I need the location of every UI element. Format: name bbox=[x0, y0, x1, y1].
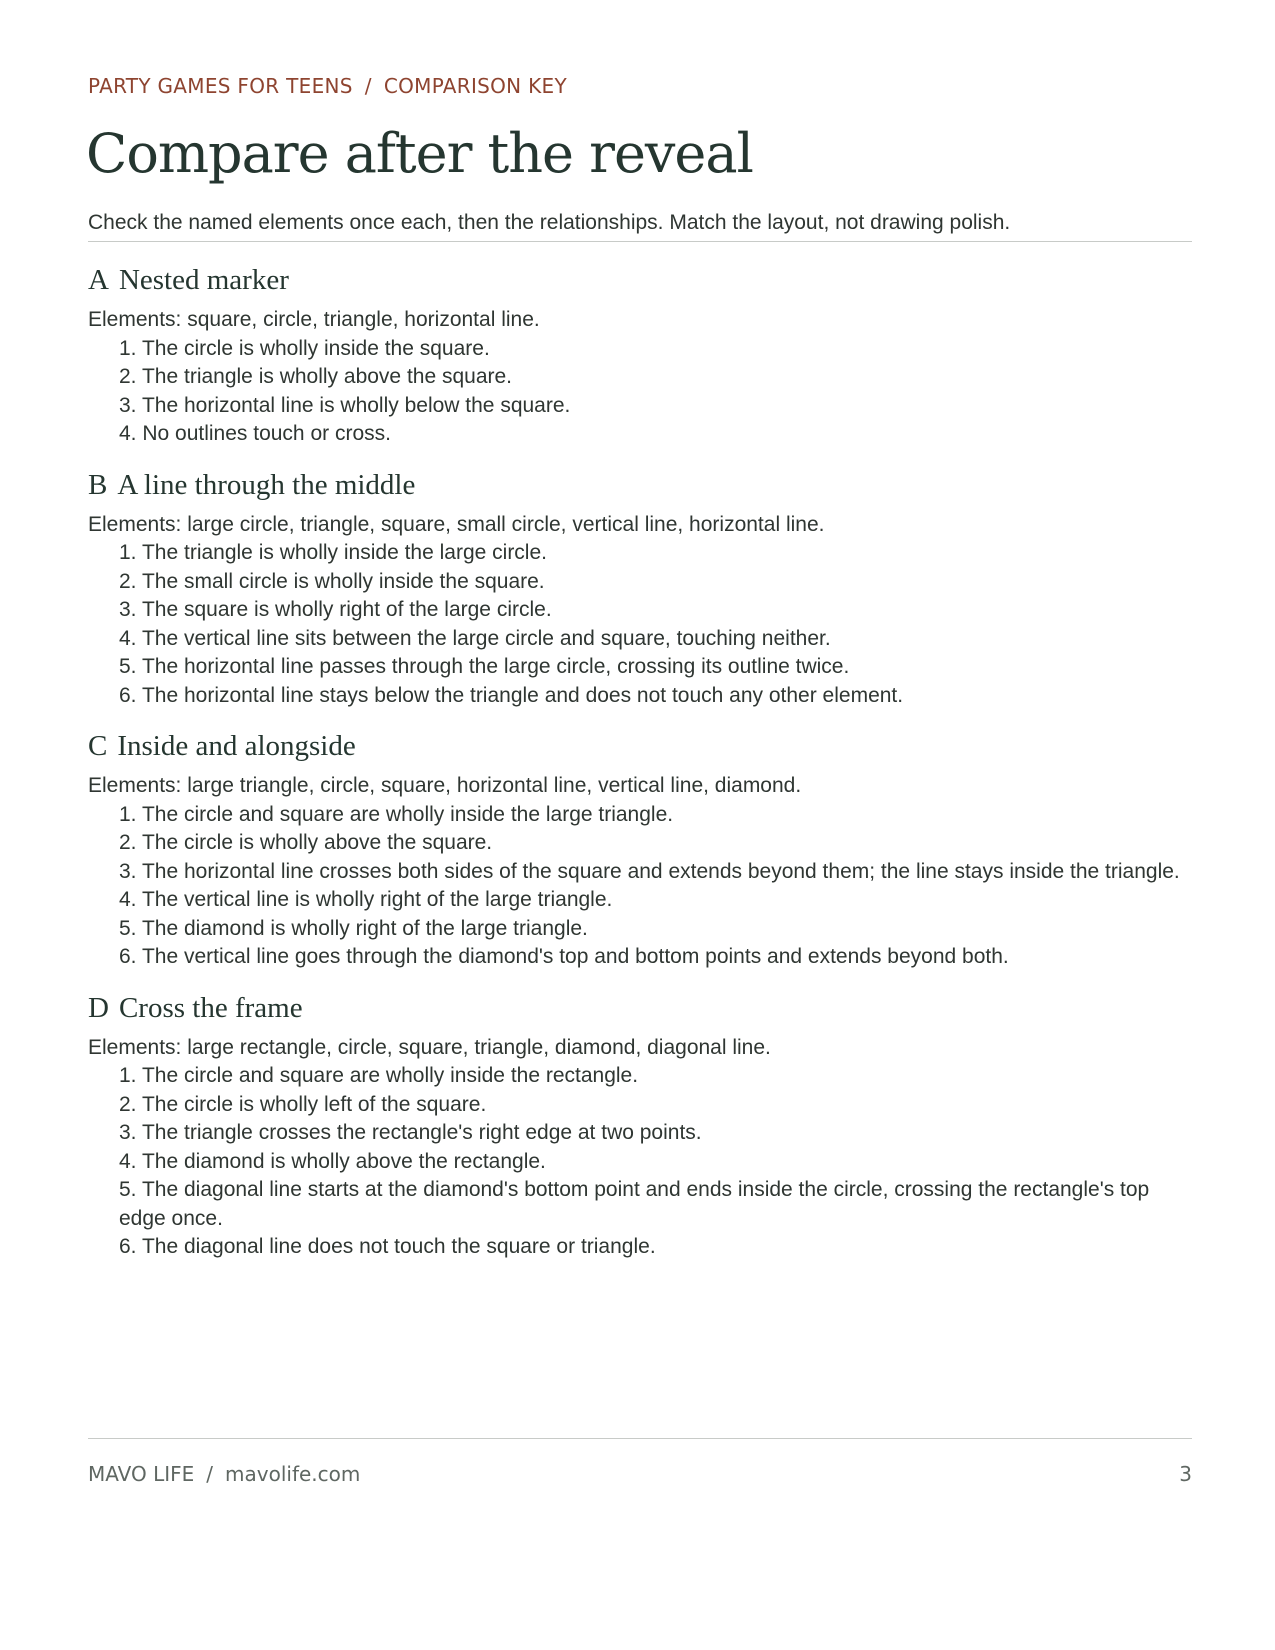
document-page bbox=[88, 0, 1192, 1650]
relationship-item: 1. The triangle is wholly inside the large circle. bbox=[119, 541, 547, 564]
section-title: A line through the middle bbox=[117, 468, 416, 501]
relationship-item: 2. The triangle is wholly above the square. bbox=[119, 365, 513, 388]
page-footer bbox=[88, 1462, 1192, 1486]
section-a bbox=[88, 262, 1192, 449]
section-c bbox=[88, 728, 1192, 972]
relationship-item: 3. The horizontal line crosses both sides of the square and extends beyond them; the line stays inside the triangle. bbox=[119, 859, 1180, 883]
section-letter: B bbox=[88, 468, 108, 501]
section-heading bbox=[88, 467, 1192, 503]
relationship-item: 4. The vertical line sits between the large circle and square, touching neither. bbox=[119, 626, 831, 650]
section-elements: Elements: large rectangle, circle, square, triangle, diamond, diagonal line. bbox=[88, 1035, 771, 1059]
section-d bbox=[88, 990, 1192, 1262]
page-number: 3 bbox=[1179, 1462, 1192, 1486]
page-title: Compare after the reveal bbox=[86, 122, 753, 185]
footer-divider bbox=[88, 1438, 1192, 1439]
relationship-item: 6. The diagonal line does not touch the square or triangle. bbox=[119, 1235, 656, 1258]
relationship-item: 2. The circle is wholly above the square. bbox=[119, 831, 493, 854]
section-heading bbox=[88, 728, 1192, 764]
relationship-item: 5. The diamond is wholly right of the large triangle. bbox=[119, 916, 588, 940]
relationship-item: 3. The horizontal line is wholly below the square. bbox=[119, 393, 571, 417]
footer-separator: / bbox=[206, 1462, 214, 1486]
section-title: Inside and alongside bbox=[117, 730, 356, 762]
footer-site: mavolife.com bbox=[225, 1462, 361, 1486]
relationship-list bbox=[88, 801, 1192, 972]
relationship-item: 1. The circle and square are wholly inside the large triangle. bbox=[119, 802, 674, 826]
breadcrumb-separator: / bbox=[364, 74, 372, 98]
relationship-item: 6. The vertical line goes through the diamond's top and bottom points and extends beyond both. bbox=[119, 945, 1009, 968]
section-letter: D bbox=[88, 991, 109, 1024]
relationship-item: 5. The horizontal line passes through the large circle, crossing its outline twice. bbox=[119, 655, 850, 678]
relationship-item: 6. The horizontal line stays below the triangle and does not touch any other element. bbox=[119, 683, 904, 707]
section-elements: Elements: large circle, triangle, square, small circle, vertical line, horizontal line. bbox=[88, 512, 825, 536]
section-elements: Elements: square, circle, triangle, horizontal line. bbox=[88, 308, 540, 331]
comparison-sections bbox=[88, 262, 1192, 1280]
section-letter: A bbox=[88, 264, 109, 296]
relationship-item: 4. No outlines touch or cross. bbox=[119, 422, 391, 445]
relationship-list bbox=[88, 1062, 1192, 1262]
relationship-item: 3. The triangle crosses the rectangle's right edge at two points. bbox=[119, 1121, 702, 1144]
relationship-item: 5. The diagonal line starts at the diamond's bottom point and ends inside the circle, crossing the rectangle's top edge once. bbox=[119, 1178, 1150, 1230]
relationship-list bbox=[88, 335, 1192, 449]
header-divider bbox=[88, 241, 1192, 242]
breadcrumb bbox=[88, 74, 567, 98]
breadcrumb-item-section: PARTY GAMES FOR TEENS bbox=[88, 74, 353, 98]
relationship-item: 4. The vertical line is wholly right of the large triangle. bbox=[119, 888, 613, 911]
relationship-item: 3. The square is wholly right of the large circle. bbox=[119, 598, 552, 621]
section-heading bbox=[88, 262, 1192, 298]
relationship-list bbox=[88, 539, 1192, 710]
relationship-item: 2. The circle is wholly left of the square. bbox=[119, 1092, 487, 1116]
page-subtitle: Check the named elements once each, then the relationships. Match the layout, not drawing polish. bbox=[88, 211, 1011, 234]
section-letter: C bbox=[88, 730, 108, 762]
breadcrumb-item-current: COMPARISON KEY bbox=[383, 74, 567, 98]
section-title: Cross the frame bbox=[118, 991, 303, 1024]
relationship-item: 1. The circle and square are wholly inside the rectangle. bbox=[119, 1064, 639, 1087]
section-heading bbox=[88, 990, 1192, 1026]
section-title: Nested marker bbox=[118, 264, 289, 296]
section-b bbox=[88, 467, 1192, 711]
relationship-item: 2. The small circle is wholly inside the square. bbox=[119, 569, 545, 593]
relationship-item: 4. The diamond is wholly above the rectangle. bbox=[119, 1149, 546, 1173]
footer-brand: MAVO LIFE bbox=[88, 1462, 195, 1486]
relationship-item: 1. The circle is wholly inside the square. bbox=[119, 336, 490, 360]
section-elements: Elements: large triangle, circle, square, horizontal line, vertical line, diamond. bbox=[88, 774, 802, 797]
